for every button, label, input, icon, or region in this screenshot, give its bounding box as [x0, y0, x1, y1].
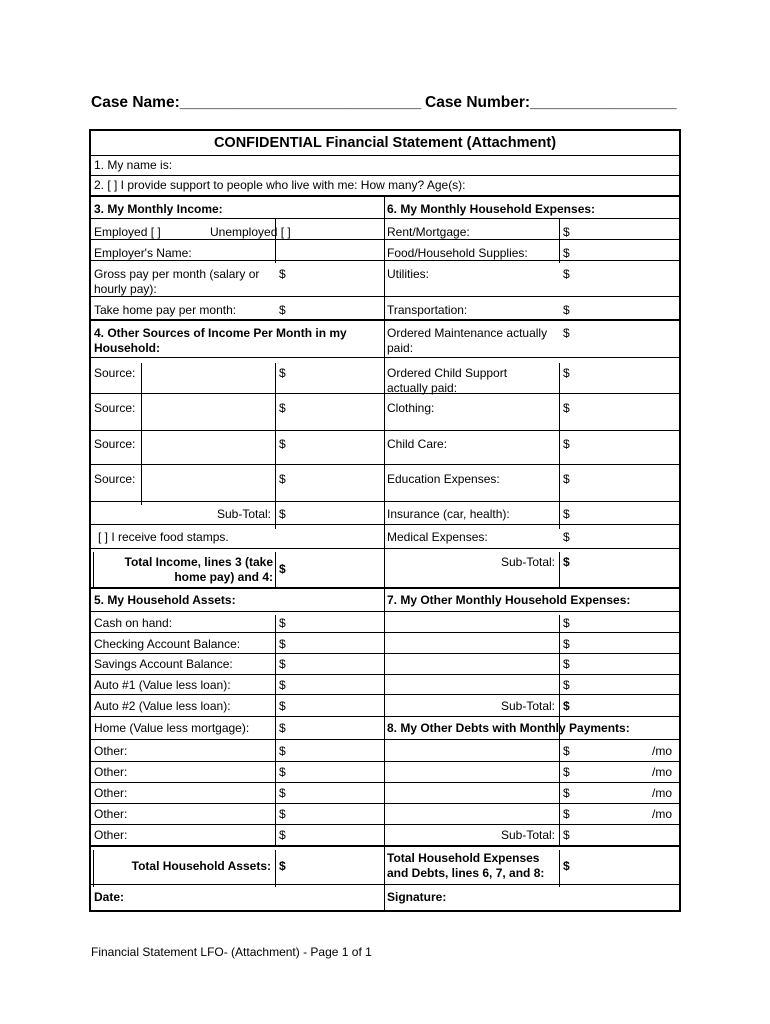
- dollar-sign: $: [563, 765, 570, 779]
- dollar-sign: $: [279, 765, 286, 779]
- savings-label: Savings Account Balance:: [94, 657, 233, 671]
- other-asset-label: Other:: [94, 744, 128, 758]
- auto2-label: Auto #2 (Value less loan):: [94, 699, 231, 713]
- dollar-sign: $: [279, 366, 286, 380]
- dollar-sign: $: [563, 678, 570, 692]
- household-expenses-heading: 6. My Monthly Household Expenses:: [387, 202, 596, 216]
- rent-label: Rent/Mortgage:: [387, 225, 470, 239]
- clothing-label: Clothing:: [387, 401, 435, 415]
- child-support-label: Ordered Child Support actually paid:: [387, 366, 508, 395]
- dollar-sign: $: [279, 507, 286, 521]
- food-label: Food/Household Supplies:: [387, 246, 528, 260]
- dollar-sign: $: [563, 807, 570, 821]
- other-expenses-subtotal-label: Sub-Total:: [500, 699, 555, 713]
- dollar-sign: $: [279, 807, 286, 821]
- dollar-sign: $: [279, 786, 286, 800]
- dollar-sign: $: [279, 472, 286, 486]
- dollar-sign: $: [563, 828, 570, 842]
- dollar-sign: $: [279, 637, 286, 651]
- per-month-label: /mo: [652, 744, 673, 758]
- employer-name-label: Employer's Name:: [94, 246, 192, 260]
- dollar-sign: $: [563, 637, 570, 651]
- page-footer: Financial Statement LFO- (Attachment) - Page 1 of 1: [91, 945, 372, 959]
- dollar-sign: $: [563, 437, 570, 451]
- income-subtotal-label: Sub-Total:: [216, 507, 271, 521]
- dollar-sign: $: [563, 507, 570, 521]
- dollar-sign: $: [279, 437, 286, 451]
- dollar-sign: $: [563, 267, 570, 281]
- auto1-label: Auto #1 (Value less loan):: [94, 678, 231, 692]
- per-month-label: /mo: [652, 765, 673, 779]
- dollar-sign: $: [279, 303, 286, 317]
- maintenance-label: Ordered Maintenance actually paid:: [387, 326, 548, 355]
- food-stamps-checkbox[interactable]: [ ] I receive food stamps.: [98, 530, 229, 544]
- dollar-sign: $: [563, 366, 570, 380]
- dollar-sign: $: [563, 530, 570, 544]
- takehome-pay-label: Take home pay per month:: [94, 303, 237, 317]
- name-label: 1. My name is:: [94, 158, 173, 172]
- education-label: Education Expenses:: [387, 472, 500, 486]
- other-debts-heading: 8. My Other Debts with Monthly Payments:: [387, 721, 630, 735]
- dollar-sign: $: [563, 246, 570, 260]
- cash-label: Cash on hand:: [94, 616, 173, 630]
- dollar-sign: $: [279, 401, 286, 415]
- employed-checkbox[interactable]: Employed [ ]: [94, 225, 161, 239]
- transportation-label: Transportation:: [387, 303, 468, 317]
- dollar-sign: $: [279, 657, 286, 671]
- support-label: 2. [ ] I provide support to people who live with me: How many? Age(s):: [94, 178, 466, 192]
- total-expenses-label: Total Household Expenses and Debts, lines 6, 7, and 8:: [387, 851, 545, 880]
- dollar-sign: $: [563, 859, 570, 873]
- expenses-subtotal-label: Sub-Total:: [500, 555, 555, 569]
- dollar-sign: $: [563, 555, 570, 569]
- dollar-sign: $: [563, 616, 570, 630]
- utilities-label: Utilities:: [387, 267, 430, 281]
- financial-statement-form: [89, 129, 681, 912]
- dollar-sign: $: [563, 744, 570, 758]
- source-label: Source:: [94, 472, 136, 486]
- other-income-heading: 4. Other Sources of Income Per Month in my Household:: [94, 326, 347, 355]
- dollar-sign: $: [563, 786, 570, 800]
- dollar-sign: $: [563, 326, 570, 340]
- unemployed-checkbox[interactable]: Unemployed [ ]: [210, 225, 291, 239]
- other-asset-label: Other:: [94, 786, 128, 800]
- other-asset-label: Other:: [94, 765, 128, 779]
- monthly-income-heading: 3. My Monthly Income:: [94, 202, 223, 216]
- dollar-sign: $: [279, 828, 286, 842]
- total-income-label: Total Income, lines 3 (take home pay) and 4:: [124, 555, 273, 584]
- child-care-label: Child Care:: [387, 437, 448, 451]
- dollar-sign: $: [279, 562, 286, 576]
- dollar-sign: $: [279, 744, 286, 758]
- dollar-sign: $: [279, 721, 286, 735]
- form-title: CONFIDENTIAL Financial Statement (Attachment): [213, 135, 557, 151]
- source-label: Source:: [94, 437, 136, 451]
- dollar-sign: $: [279, 678, 286, 692]
- case-number-line[interactable]: Case Number:_________________: [425, 94, 677, 111]
- dollar-sign: $: [563, 699, 570, 713]
- dollar-sign: $: [279, 699, 286, 713]
- household-assets-heading: 5. My Household Assets:: [94, 593, 236, 607]
- source-label: Source:: [94, 366, 136, 380]
- dollar-sign: $: [279, 859, 286, 873]
- per-month-label: /mo: [652, 786, 673, 800]
- checking-label: Checking Account Balance:: [94, 637, 241, 651]
- dollar-sign: $: [279, 616, 286, 630]
- case-name-line[interactable]: Case Name:____________________________: [91, 94, 422, 111]
- medical-label: Medical Expenses:: [387, 530, 488, 544]
- home-label: Home (Value less mortgage):: [94, 721, 250, 735]
- other-asset-label: Other:: [94, 828, 128, 842]
- other-expenses-heading: 7. My Other Monthly Household Expenses:: [387, 593, 631, 607]
- dollar-sign: $: [563, 303, 570, 317]
- total-assets-label: Total Household Assets:: [131, 859, 271, 873]
- insurance-label: Insurance (car, health):: [387, 507, 510, 521]
- dollar-sign: $: [563, 472, 570, 486]
- gross-pay-label: Gross pay per month (salary or hourly pay):: [94, 267, 260, 296]
- dollar-sign: $: [563, 657, 570, 671]
- dollar-sign: $: [563, 225, 570, 239]
- dollar-sign: $: [563, 401, 570, 415]
- other-asset-label: Other:: [94, 807, 128, 821]
- source-label: Source:: [94, 401, 136, 415]
- dollar-sign: $: [279, 267, 286, 281]
- debts-subtotal-label: Sub-Total:: [500, 828, 555, 842]
- date-label[interactable]: Date:: [94, 890, 125, 904]
- signature-label[interactable]: Signature:: [387, 890, 447, 904]
- per-month-label: /mo: [652, 807, 673, 821]
